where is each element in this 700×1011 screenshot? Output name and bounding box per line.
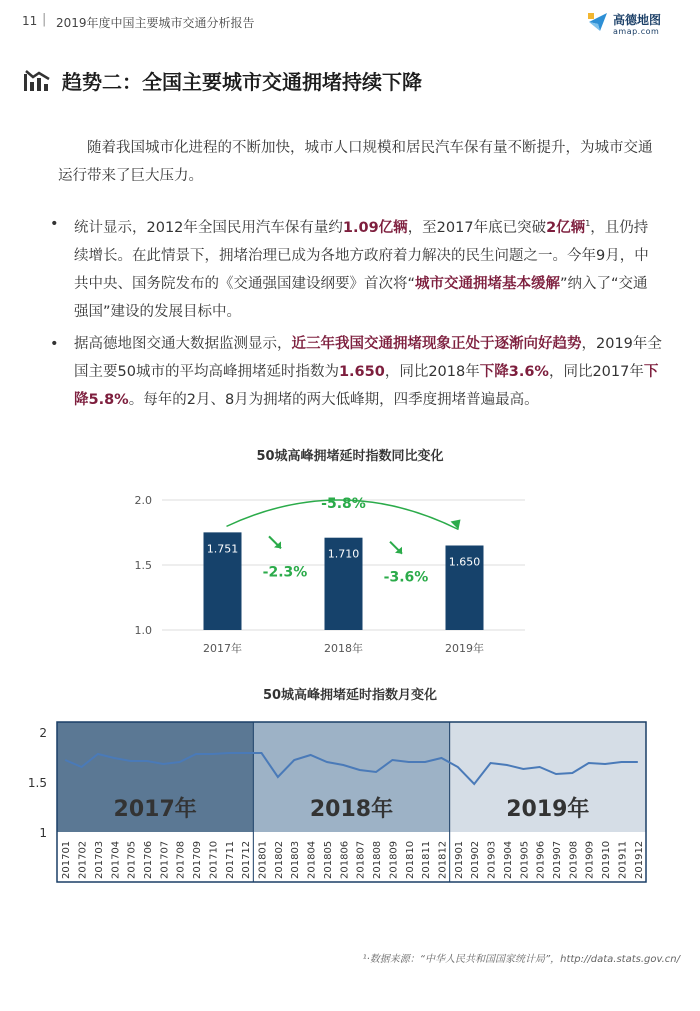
emphasis-text: 下降3.6% — [479, 364, 549, 380]
bullet-item-1 — [50, 210, 662, 326]
bar-value-label: 1.650 — [448, 555, 481, 569]
emphasis-text: 近三年我国交通拥堵现象正处于逐渐向好趋势 — [291, 336, 582, 352]
x-tick-label: 201808 — [372, 840, 384, 879]
bullet-dot: • — [50, 336, 59, 352]
x-tick-label: 201909 — [584, 840, 596, 879]
x-tick-label: 201912 — [633, 840, 645, 879]
x-tick-label: 201908 — [568, 840, 580, 879]
y-tick-label: 1.5 — [134, 559, 152, 572]
bar-chart-title: 50城高峰拥堵延时指数同比变化 — [256, 449, 444, 464]
x-tick-label: 201904 — [502, 840, 514, 879]
change-label: -5.8% — [321, 496, 366, 512]
x-tick-label: 201804 — [306, 840, 318, 879]
logo-text: 高德地图 — [613, 13, 662, 27]
x-tick-label: 201811 — [421, 840, 433, 879]
x-tick-label: 201905 — [519, 840, 531, 879]
x-tick-label: 201812 — [437, 840, 449, 879]
change-label: -2.3% — [262, 564, 308, 581]
x-tick-label: 201708 — [175, 840, 187, 879]
bullet-dot: • — [50, 216, 59, 232]
x-tick-label: 201709 — [192, 840, 204, 879]
y-tick-label: 1 — [39, 826, 47, 840]
page-number: 11 — [22, 14, 38, 28]
x-tick-label: 201803 — [290, 840, 302, 879]
x-tick-label: 201701 — [61, 840, 73, 879]
x-tick-label: 201802 — [273, 840, 285, 879]
x-tick-label: 201703 — [93, 840, 105, 879]
emphasis-text: 城市交通拥堵基本缓解 — [415, 275, 561, 292]
bar-value-label: 1.751 — [206, 542, 239, 556]
report-title: 2019年度中国主要城市交通分析报告 — [56, 16, 255, 30]
bullet-item-2 — [50, 330, 662, 414]
x-tick-label: 201704 — [110, 840, 122, 879]
x-tick-label: 201711 — [224, 840, 236, 879]
x-tick-label: 201702 — [77, 840, 89, 879]
x-tick-label: 201903 — [486, 840, 498, 879]
section-title: 趋势二：全国主要城市交通拥堵持续下降 — [62, 70, 422, 94]
bullet-text: 统计显示，2012年全国民用汽车保有量约1.09亿辆，至2017年底已突破2亿辆$^1$，且仍持续增长。在此情景下，拥堵治理已成为各地方政府着力解决的民生问题之一。今年9月，中共中央、国务院发布的《交通强国建设纲要》首次将“城市交通拥堵基本缓解”纳入了“交通强国”建设的发展目标中。 — [74, 219, 649, 320]
x-tick-label: 2019年 — [445, 642, 484, 655]
change-label: -3.6% — [383, 569, 429, 586]
amap-logo-icon — [587, 11, 609, 33]
logo-url: amap.com — [613, 27, 660, 36]
x-tick-label: 2017年 — [203, 642, 242, 655]
x-tick-label: 201911 — [617, 840, 629, 879]
year-band-label: 2017年 — [113, 797, 197, 822]
x-tick-label: 201806 — [339, 840, 351, 879]
emphasis-text: 2亿辆 — [546, 219, 586, 236]
y-tick-label: 1.5 — [27, 776, 47, 790]
year-band-label: 2019年 — [506, 797, 590, 822]
x-tick-label: 201707 — [159, 840, 171, 879]
intro-paragraph: 随着我国城市化进程的不断加快，城市人口规模和居民汽车保有量不断提升，为城市交通运行带来了巨大压力。 — [58, 140, 653, 184]
x-tick-label: 201706 — [142, 840, 154, 879]
bar-chart — [0, 470, 700, 660]
line-chart-title: 50城高峰拥堵延时指数月变化 — [262, 688, 438, 703]
x-tick-label: 201801 — [257, 840, 269, 879]
x-tick-label: 201907 — [552, 840, 564, 879]
y-tick-label: 2 — [39, 726, 47, 740]
x-tick-label: 201901 — [453, 840, 465, 879]
year-band-label: 2018年 — [309, 797, 394, 822]
x-tick-label: 201810 — [404, 840, 416, 879]
y-tick-label: 1.0 — [134, 624, 152, 637]
emphasis-text: 1.09亿辆 — [342, 219, 408, 236]
x-tick-label: 201906 — [535, 840, 547, 879]
y-tick-label: 2.0 — [134, 494, 152, 507]
x-tick-label: 201805 — [322, 840, 334, 879]
footnote-ref: 1 — [585, 219, 591, 228]
x-tick-label: 2018年 — [324, 642, 363, 655]
bullet-text: 据高德地图交通大数据监测显示，近三年我国交通拥堵现象正处于逐渐向好趋势，2019年全国主要50城市的平均高峰拥堵延时指数为1.650，同比2018年下降3.6%，同比2017年下降5.8%。每年的2月、8月为拥堵的两大低峰期，四季度拥堵普遍最高。 — [74, 336, 662, 408]
header-separator: | — [42, 12, 47, 27]
x-tick-label: 201705 — [126, 840, 138, 879]
x-tick-label: 201809 — [388, 840, 400, 879]
bar-value-label: 1.710 — [327, 547, 360, 561]
footnote: ¹·数据来源：“中华人民共和国国家统计局”，http://data.stats.gov.cn/ — [362, 954, 680, 965]
x-tick-label: 201807 — [355, 840, 367, 879]
x-tick-label: 201710 — [208, 840, 220, 879]
x-tick-label: 201712 — [241, 840, 253, 879]
emphasis-text: 下降5.8% — [74, 364, 659, 408]
line-chart — [0, 705, 700, 885]
x-tick-label: 201910 — [601, 840, 613, 879]
chart-trend-icon — [22, 64, 52, 92]
emphasis-text: 1.650 — [338, 364, 385, 380]
x-tick-label: 201902 — [470, 840, 482, 879]
